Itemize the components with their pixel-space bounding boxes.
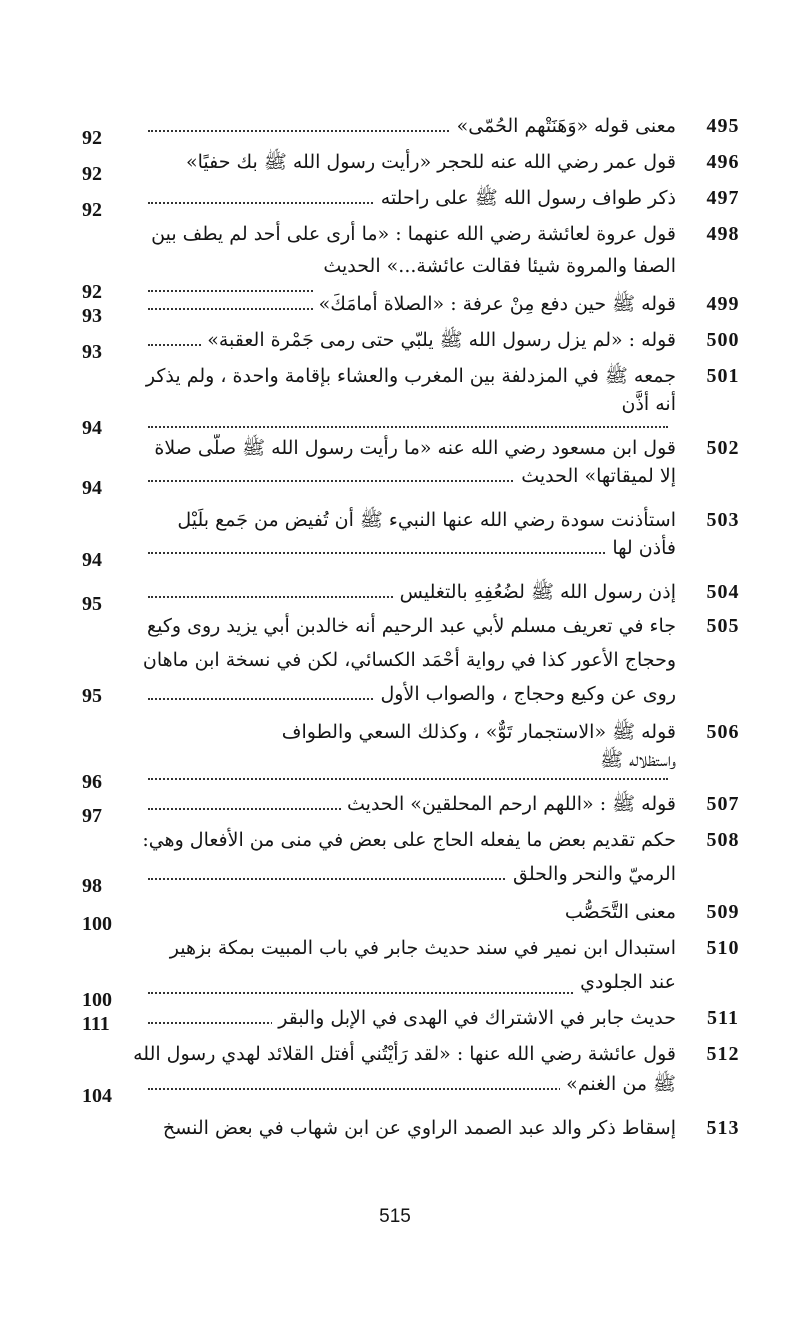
- page-number: 92: [82, 281, 102, 303]
- entry-text: عند الجلودي: [574, 968, 676, 996]
- entry-text-line: قول عروة لعائشة رضي الله عنهما : «ما أرى على أحد لم يطف بين: [151, 223, 676, 245]
- entry-number: 511: [707, 1007, 739, 1029]
- entry-text: الرميّ والنحر والحلق: [507, 860, 676, 888]
- dot-leader: [148, 552, 668, 554]
- page-number: 94: [82, 477, 102, 499]
- entry-text: ﷺ من الغنم»: [560, 1070, 676, 1098]
- entry-text: قوله ﷺ : «اللهم ارحم المحلقين» الحديث: [341, 790, 676, 818]
- entry-number: 507: [706, 793, 740, 815]
- page-number: 96: [82, 771, 102, 793]
- entry-text: قوله ﷺ حين دفع مِنْ عرفة : «الصلاة أمامَكَ»: [313, 290, 676, 318]
- page-folio-number: 515: [379, 1206, 411, 1227]
- entry-text: إلا لميقاتها» الحديث: [515, 462, 676, 490]
- entry-text: روى عن وكيع وحجاج ، والصواب الأول: [375, 680, 677, 708]
- entry-number: 501: [706, 365, 740, 387]
- entry-number: 510: [706, 937, 740, 959]
- entry-number: 495: [706, 115, 740, 137]
- entry-text-line: قول ابن مسعود رضي الله عنه «ما رأيت رسول الله ﷺ صلّى صلاة: [154, 437, 676, 459]
- page-number: 92: [82, 199, 102, 221]
- page-number: 95: [82, 593, 102, 615]
- entry-number: 508: [706, 829, 740, 851]
- entry-text-line: استبدال ابن نمير في سند حديث جابر في باب المبيت بمكة بزهير: [169, 937, 676, 959]
- page-number: 93: [82, 305, 102, 327]
- page-number: 97: [82, 805, 102, 827]
- page-number: 98: [82, 875, 102, 897]
- entry-text-line: جاء في تعريف مسلم لأبي عبد الرحيم أنه خالدبن أبي يزيد روى وكيع: [146, 615, 676, 637]
- entry-text-line: قول عائشة رضي الله عنها : «لقد رَأَيْتُني أفتل القلائد لهدي رسول الله: [133, 1043, 676, 1065]
- dot-leader: [148, 426, 668, 428]
- entry-text-line: استأذنت سودة رضي الله عنها النبيء ﷺ أن تُفيض من جَمع بلَيْل: [177, 509, 676, 531]
- entry-number: 499: [706, 293, 740, 315]
- entry-text: قوله : «لم يزل رسول الله ﷺ يلبّي حتى رمى جَمْرة العقبة»: [201, 326, 676, 354]
- entry-text: معنى قوله «وَهَنَتْهم الحُمّى»: [451, 112, 676, 140]
- entry-text-line: جمعه ﷺ في المزدلفة بين المغرب والعشاء بإقامة واحدة ، ولم يذكر: [145, 365, 676, 387]
- entry-text: إذن رسول الله ﷺ لضُعُفِهِ بالتغليس: [394, 578, 676, 606]
- entry-text-line: قوله ﷺ «الاستجمار تَوٌّ» ، وكذلك السعي والطواف: [281, 721, 676, 743]
- entry-number: 506: [706, 721, 740, 743]
- entry-number: 496: [706, 151, 740, 173]
- dot-leader: [148, 778, 668, 780]
- entry-text-line: الصفا والمروة شيئا فقالت عائشة...» الحديث: [323, 255, 676, 277]
- page-number: 100: [82, 989, 112, 1011]
- page-number: 111: [82, 1013, 110, 1035]
- entry-number: 512: [706, 1043, 740, 1065]
- entry-text: ذكر طواف رسول الله ﷺ على راحلته: [375, 184, 676, 212]
- page-number: 95: [82, 685, 102, 707]
- entry-number: 509: [706, 901, 740, 923]
- entry-text: حديث جابر في الاشتراك في الهدى في الإبل والبقر: [272, 1004, 676, 1032]
- entry-number: 500: [706, 329, 740, 351]
- entry-text: إسقاط ذكر والد عبد الصمد الراوي عن ابن شهاب في بعض النسخ: [162, 1117, 676, 1139]
- entry-text: واستظلاله ﷺ: [594, 746, 676, 774]
- entry-number: 497: [706, 187, 740, 209]
- page-number: 104: [82, 1085, 112, 1107]
- page-number: 93: [82, 341, 102, 363]
- page-number: 92: [82, 127, 102, 149]
- entry-text-line: وحجاج الأعور كذا في رواية أحْمَد الكسائي، لكن في نسخة ابن ماهان: [142, 649, 676, 671]
- entry-number: 503: [706, 509, 740, 531]
- entry-text: فأذن لها: [606, 534, 676, 562]
- entry-number: 498: [706, 223, 740, 245]
- entry-number: 513: [706, 1117, 740, 1139]
- entry-text: أنه أذَّن: [616, 390, 677, 418]
- entry-text-line: حكم تقديم بعض ما يفعله الحاج على بعض في منى من الأفعال وهي:: [142, 829, 676, 851]
- entry-text: قول عمر رضي الله عنه للحجر «رأيت رسول الله ﷺ بك حفيًا»: [180, 148, 676, 176]
- entry-text: معنى التَّحَصُّب: [559, 898, 676, 926]
- entry-number: 505: [706, 615, 740, 637]
- entry-number: 502: [706, 437, 740, 459]
- entry-number: 504: [706, 581, 740, 603]
- page-number: 92: [82, 163, 102, 185]
- page-number: 100: [82, 913, 112, 935]
- page-number: 94: [82, 549, 102, 571]
- page-number: 94: [82, 417, 102, 439]
